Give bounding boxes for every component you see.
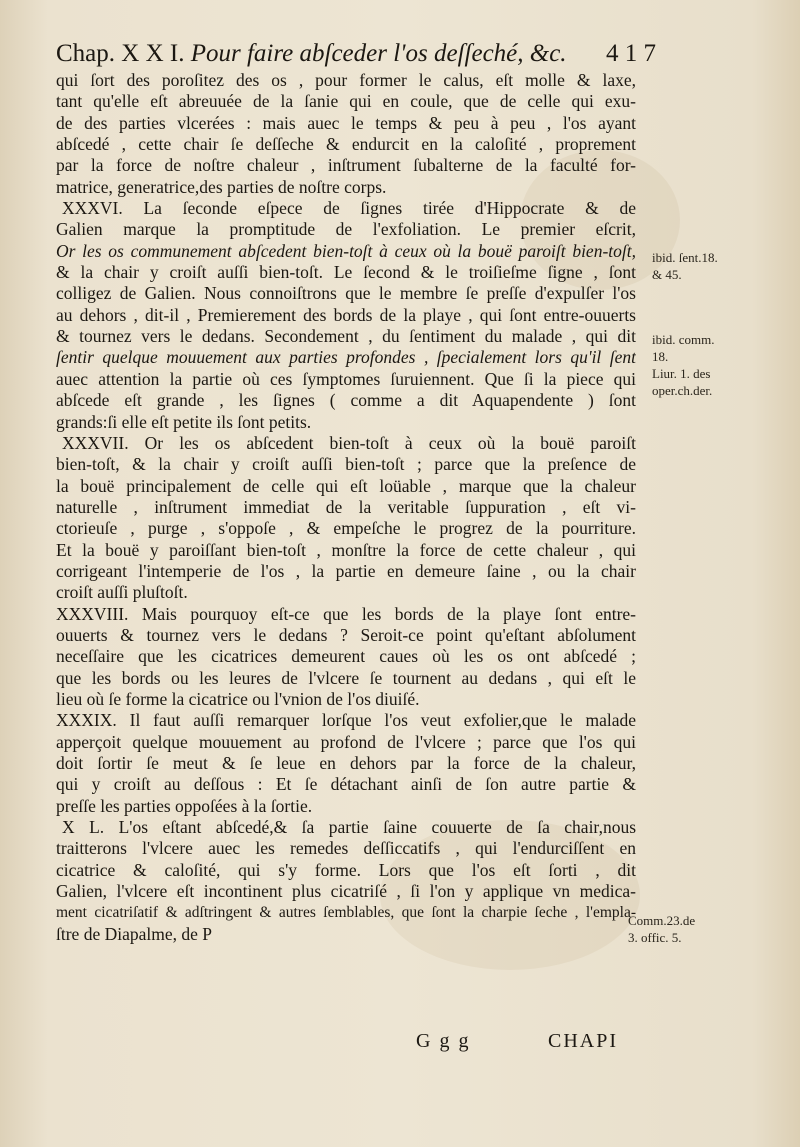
text-line: doit ſortir ſe meut & ſe leue en dehors par la force de la chaleur, [56,753,636,773]
signature-mark: G g g [416,1030,471,1052]
text-line: abſcede eſt grande , les ſignes ( comme a dit Aquapendente ) ſont [56,390,636,411]
text-line: preſſe les parties oppoſées à la ſortie. [56,795,313,816]
text-line: de des parties vlcerées : mais auec le temps & peu à peu , l'os ayant [56,112,636,133]
text-line: abſcedé , cette chair ſe deſſeche & endurcit en la caloſité , proprement [56,134,636,155]
text-line: corrigeant l'intemperie de l'os , la partie en demeure ſaine , ou la chair [56,560,636,581]
text-line: par la force de noſtre chaleur , inſtrument ſubalterne de la faculté for- [56,155,636,176]
page-number: 4 1 7 [606,40,656,67]
text-line: auec attention la partie où ces ſymptomes ſuruiennent. Que ſi la piece qui [56,368,636,389]
text-line: colligez de Galien. Nous connoiſtrons que le membre ſe preſſe d'expulſer l'os [56,283,636,304]
quote-line: ſentir quelque mouuement aux parties profondes , ſpecialement lors qu'il ſent [56,347,636,368]
margin-note-line: ibid. comm. [652,332,715,347]
text-line: ctorieuſe , purge , s'oppoſe , & empeſche le progrez de la pourriture. [56,518,636,539]
section-heading-line: X L. L'os eſtant abſcedé,& ſa partie ſaine couuerte de ſa chair,nous [62,817,636,838]
text-line: au dehors , dit-il , Premierement des bords de la playe , qui ſont entre-ouuerts [56,304,636,325]
margin-note-line: ibid. ſent.18. [652,250,718,265]
text-line: & tournez vers le dedans. Secondement , du ſentiment du malade , qui dit [56,326,636,347]
text-line: ſtre de Diapalme, de P [56,923,212,944]
section-heading-line: XXXVI. La ſeconde eſpece de ſignes tirée d'Hippocrate & de [62,198,636,219]
margin-note-line: oper.ch.der. [652,383,713,398]
text-line: apperçoit quelque mouuement au profond de l'vlcere ; parce que l'os qui [56,731,636,752]
text-line: grands:ſi elle eſt petite ils ſont petits. [56,411,312,432]
text-line: Galien marque la promptitude de l'exfoliation. Le premier eſcrit, [56,219,636,240]
text-line: que les bords ou les leures de l'vlcere ſe tournent au dedans , qui eſt le [56,667,636,688]
running-title: Pour faire abſceder l'os deſſeché, &c. [190,40,567,67]
text-line: & la chair y croiſt auſſi bien-toſt. Le ſecond & le troiſieſme ſigne , ſont [56,262,636,283]
text-line: qui ſort des poroſitez des os , pour former le calus, eſt molle & laxe, [56,70,636,90]
text-line: Et la bouë y paroiſſant bien-toſt , monſtre la force de cette chaleur , qui [56,539,636,560]
catchword: CHAPI [548,1030,619,1052]
margin-note-line: 3. offic. 5. [628,930,682,945]
section-heading-line: XXXVIII. Mais pourquoy eſt-ce que les bords de la playe ſont entre- [56,603,636,624]
text-line: croiſt auſſi pluſtoſt. [56,582,188,603]
text-line: Galien, l'vlcere eſt incontinent plus cicatriſé , ſi l'on y applique vn medica- [56,881,636,902]
text-line: cicatrice & caloſité, qui s'y forme. Lors que l'os eſt ſorti , dit [56,859,636,880]
text-line: qui y croiſt au deſſous : Et ſe détachant ainſi de ſon autre partie & [56,774,636,795]
text-line: la bouë principalement de celle qui eſt loüable , marque que la chaleur [56,475,636,496]
text-line: ouuerts & tournez vers le dedans ? Seroit-ce point qu'eſtant abſolument [56,624,636,645]
running-header [56,38,656,70]
text-line: bien-toſt, & la chair y croiſt auſſi bien-toſt ; parce que la preſence de [56,454,636,475]
text-line: naturelle , inſtrument immediat de la veritable ſuppuration , eſt vi- [56,496,636,517]
margin-note-line: Liur. 1. des [652,366,711,381]
quote-line: Or les os communement abſcedent bien-toſt à ceux où la bouë paroiſt bien-toſt, [56,240,636,261]
section-heading-line: XXXIX. Il faut auſſi remarquer lorſque l'os veut exfolier,que le malade [56,710,636,731]
margin-note-line: Comm.23.de [628,913,696,928]
margin-note-line: & 45. [652,267,682,282]
text-line: lieu où ſe forme la cicatrice ou l'vnion de l'os diuiſé. [56,688,420,709]
text-line: traitterons l'vlcere auec les remedes deſſiccatifs , qui l'endurciſſent en [56,838,636,859]
text-line: tant qu'elle eſt abreuuée de la ſanie qui en coule, que de celle qui exu- [56,91,636,112]
section-heading-line: XXXVII. Or les os abſcedent bien-toſt à ceux où la bouë paroiſt [62,432,636,453]
chapter-label: Chap. X X I. [56,40,185,67]
text-line: ment cicatriſatif & adſtringent & autres ſemblables, que ſont la charpie ſeche , l'empla- [56,904,636,922]
margin-note [652,331,800,399]
text-line: matrice, generatrice,des parties de noſtre corps. [56,176,387,197]
text-line: neceſſaire que les cicatrices demeurent caues où les os ont abſcedé ; [56,646,636,667]
body-text [56,70,636,945]
margin-note [628,912,778,946]
margin-note [652,249,800,283]
margin-note-line: 18. [652,349,669,364]
